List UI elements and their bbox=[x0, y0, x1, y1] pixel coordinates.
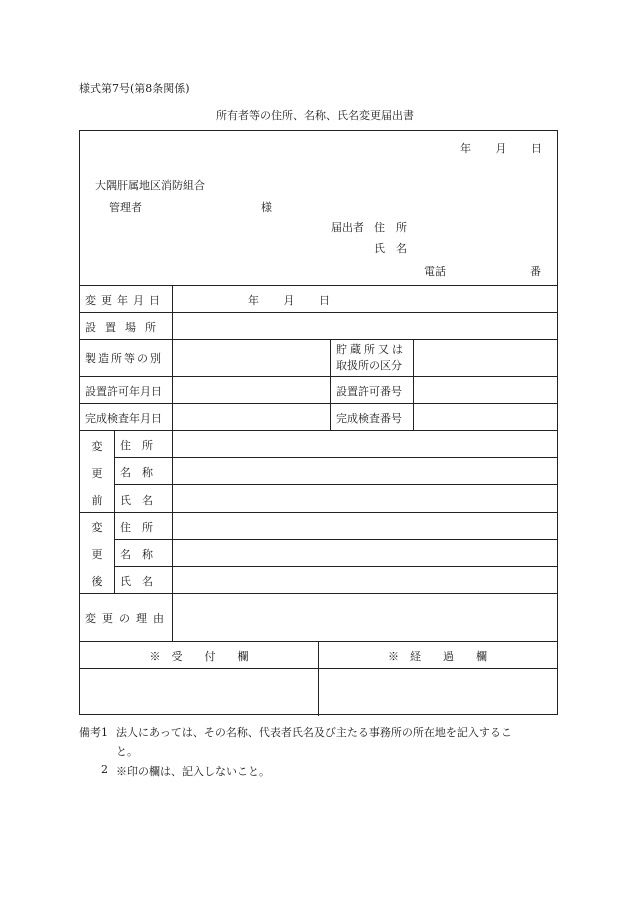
form-number-label: 様式第7号(第8条関係) bbox=[79, 82, 190, 95]
permit-number-label: 設置許可番号 bbox=[336, 385, 402, 398]
applicant-name-label: 氏 名 bbox=[374, 242, 407, 255]
form-table bbox=[79, 130, 558, 715]
note-1-continuation: と。 bbox=[116, 745, 138, 758]
row-divider bbox=[80, 403, 557, 404]
note-1-prefix: 備考1 bbox=[79, 726, 108, 739]
progress-column-header: ※ 経 過 欄 bbox=[388, 650, 487, 663]
after-person-name-label: 氏 名 bbox=[120, 575, 153, 588]
change-date-units: 年 月 日 bbox=[248, 294, 330, 307]
before-corp-name-label: 名 称 bbox=[120, 466, 153, 479]
installation-location-label: 設置場所 bbox=[85, 321, 165, 334]
row-divider bbox=[80, 339, 557, 340]
submission-date: 年 月 日 bbox=[460, 142, 542, 155]
facility-type-label: 製造所等の別 bbox=[85, 352, 163, 365]
row-divider bbox=[80, 376, 557, 377]
row-divider bbox=[80, 430, 557, 431]
change-date-label: 変更年月日 bbox=[85, 294, 165, 307]
row-divider bbox=[80, 512, 557, 513]
inspection-date-label: 完成検査年月日 bbox=[85, 412, 162, 425]
after-change-label: 変 更 後 bbox=[91, 521, 103, 588]
column-divider bbox=[413, 339, 414, 430]
applicant-address-label: 住 所 bbox=[374, 221, 407, 234]
honorific: 様 bbox=[261, 201, 272, 214]
column-divider bbox=[330, 339, 331, 430]
reception-column-header: ※ 受 付 欄 bbox=[149, 650, 249, 663]
note-2-text: ※印の欄は、記入しないこと。 bbox=[116, 765, 270, 778]
before-change-label: 変 更 前 bbox=[91, 440, 103, 507]
inspection-number-label: 完成検査番号 bbox=[336, 412, 402, 425]
row-divider bbox=[80, 593, 557, 594]
before-person-name-label: 氏 名 bbox=[120, 494, 153, 507]
after-corp-name-label: 名 称 bbox=[120, 548, 153, 561]
recipient-title: 管理者 bbox=[109, 201, 142, 214]
column-divider bbox=[114, 430, 115, 593]
storage-type-label: 貯蔵所又は 取扱所の区分 bbox=[336, 343, 406, 372]
permit-date-label: 設置許可年月日 bbox=[85, 385, 162, 398]
note-2-number: 2 bbox=[101, 763, 108, 776]
row-divider bbox=[114, 539, 557, 540]
row-divider bbox=[80, 285, 557, 286]
row-divider bbox=[114, 566, 557, 567]
form-title: 所有者等の住所、名称、氏名変更届出書 bbox=[216, 109, 414, 122]
row-divider bbox=[114, 484, 557, 485]
recipient-organization: 大隅肝属地区消防組合 bbox=[95, 179, 205, 192]
row-divider bbox=[80, 312, 557, 313]
phone-label: 電話 bbox=[424, 265, 446, 278]
phone-suffix: 番 bbox=[530, 265, 541, 278]
applicant-label: 届出者 bbox=[331, 221, 364, 234]
before-address-label: 住 所 bbox=[120, 439, 153, 452]
note-1-text: 法人にあっては、その名称、代表者氏名及び主たる事務所の所在地を記入するこ bbox=[116, 726, 512, 739]
row-divider bbox=[114, 457, 557, 458]
after-address-label: 住 所 bbox=[120, 521, 153, 534]
change-reason-label: 変更の理由 bbox=[85, 612, 170, 625]
column-divider bbox=[172, 285, 173, 641]
